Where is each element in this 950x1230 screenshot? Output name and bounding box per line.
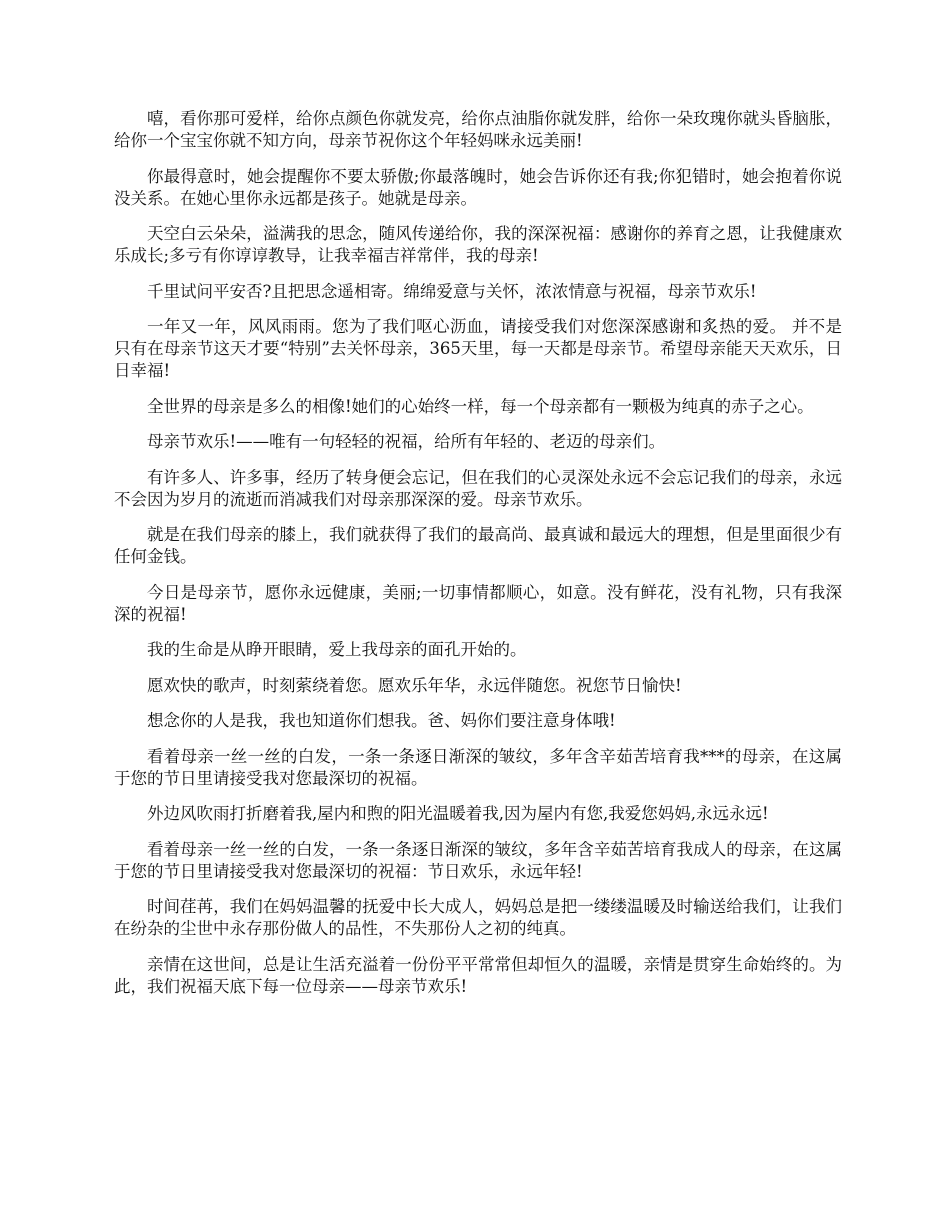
paragraph-15: 外边风吹雨打折磨着我,屋内和煦的阳光温暖着我,因为屋内有您,我爱您妈妈,永远永远! (147, 804, 769, 823)
paragraph-14: 看着母亲一丝一丝的白发，一条一条逐日渐深的皱纹，多年含辛茹苦培育我***的母亲，在这属于您的节日里请接受我对您最深切的祝福。 (114, 746, 842, 788)
paragraph-3: 天空白云朵朵，溢满我的思念，随风传递给你，我的深深祝福：感谢你的养育之恩，让我健康欢乐成长;多亏有你谆谆教导，让我幸福吉祥常伴，我的母亲! (114, 224, 842, 265)
paragraph-17: 时间荏苒，我们在妈妈温馨的抚爱中长大成人，妈妈总是把一缕缕温暖及时输送给我们，让我们在纷杂的尘世中永存那份做人的品性，不失那份人之初的纯真。 (114, 897, 842, 938)
paragraph-18: 亲情在这世间，总是让生活充溢着一份份平平常常但却恒久的温暖，亲情是贯穿生命始终的。为此，我们祝福天底下每一位母亲——母亲节欢乐! (114, 954, 842, 996)
paragraph-13: 想念你的人是我，我也知道你们想我。爸、妈你们要注意身体哦! (147, 711, 616, 730)
paragraph-12: 愿欢快的歌声，时刻萦绕着您。愿欢乐年华，永远伴随您。祝您节日愉快! (147, 675, 682, 695)
paragraph-9: 就是在我们母亲的膝上，我们就获得了我们的最高尚、最真诚和最远大的理想，但是里面很少有任何金钱。 (114, 525, 842, 566)
paragraph-4: 千里试问平安否?且把思念遥相寄。绵绵爱意与关怀，浓浓情意与祝福，母亲节欢乐! (147, 281, 757, 301)
paragraph-5: 一年又一年，风风雨雨。您为了我们呕心沥血，请接受我们对您深深感谢和炙热的爱。 并不是只有在母亲节这天才要“特别”去关怀母亲，365天里，每一天都是母亲节。希望母亲能天天欢乐，日日幸福! (114, 317, 842, 380)
paragraph-2: 你最得意时，她会提醒你不要太骄傲;你最落魄时，她会告诉你还有我;你犯错时，她会抱着你说没关系。在她心里你永远都是孩子。她就是母亲。 (114, 166, 842, 208)
paragraph-7: 母亲节欢乐!——唯有一句轻轻的祝福，给所有年轻的、老迈的母亲们。 (147, 432, 666, 451)
paragraph-1: 嘻，看你那可爱样，给你点颜色你就发亮，给你点油脂你就发胖，给你一朵玫瑰你就头昏脑胀，给你一个宝宝你就不知方向，母亲节祝你这个年轻妈咪永远美丽! (114, 109, 842, 150)
document-body (114, 108, 842, 1011)
paragraph-11: 我的生命是从睁开眼睛，爱上我母亲的面孔开始的。 (147, 640, 527, 659)
paragraph-10: 今日是母亲节，愿你永远健康，美丽;一切事情都顺心，如意。没有鲜花，没有礼物，只有我深深的祝福! (114, 582, 842, 624)
paragraph-16: 看着母亲一丝一丝的白发，一条一条逐日渐深的皱纹，多年含辛茹苦培育我成人的母亲，在这属于您的节日里请接受我对您最深切的祝福：节日欢乐，永远年轻! (114, 839, 842, 881)
paragraph-8: 有许多人、许多事，经历了转身便会忘记，但在我们的心灵深处永远不会忘记我们的母亲，永远不会因为岁月的流逝而消减我们对母亲那深深的爱。母亲节欢乐。 (114, 467, 842, 509)
paragraph-6: 全世界的母亲是多么的相像!她们的心始终一样，每一个母亲都有一颗极为纯真的赤子之心。 (147, 396, 814, 416)
